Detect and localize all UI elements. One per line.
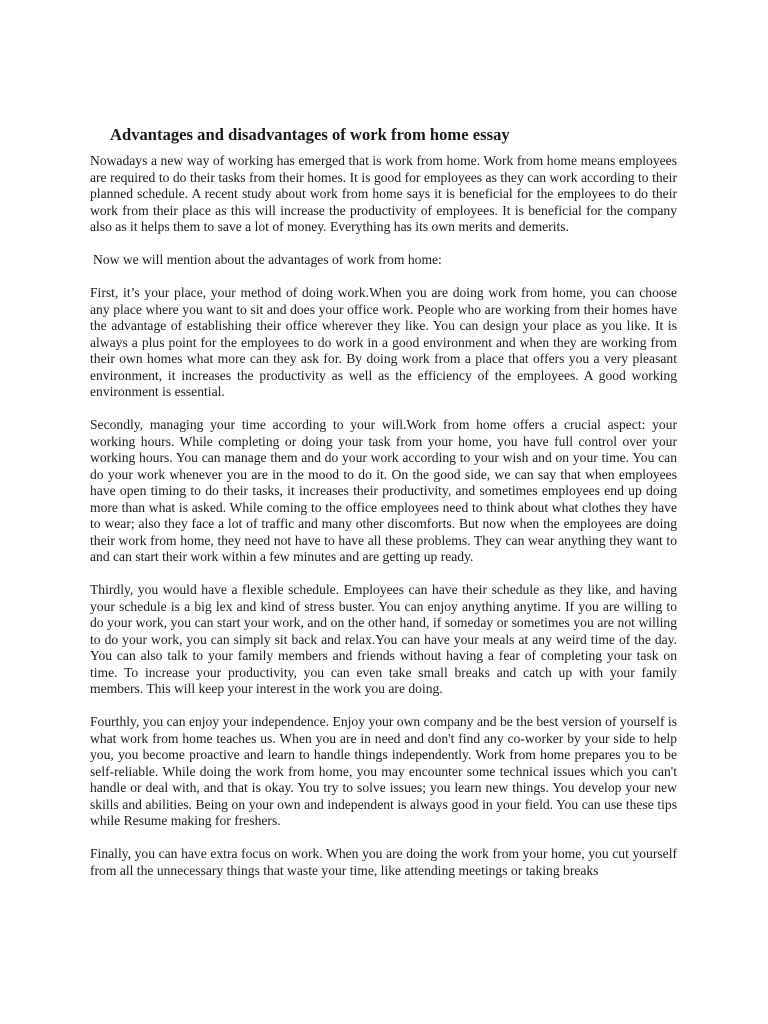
paragraph-second: Secondly, managing your time according to your will.Work from home offers a crucial aspect: your working hours. While completing or doing your task from your home, you have full control over your working hours. You can manage them and do your work according to your wish and on your time. You can do your work whenever you are in the mood to do it. On the good side, we can say that when employees have open timing to do their tasks, it increases their productivity, and sometimes employees end up doing more than what is asked. While coming to the office employees need to think about what clothes they have to wear; also they face a lot of traffic and many other discomforts. But now when the employees are doing their work from home, they need not have to have all these problems. They can wear anything they want to and can start their work within a few minutes and are getting up ready. (90, 417, 677, 564)
paragraph-third: Thirdly, you would have a flexible schedule. Employees can have their schedule as they like, and having your schedule is a big lex and kind of stress buster. You can enjoy anything anytime. If you are willing to do your work, you can start your work, and on the other hand, if someday or sometimes you are not willing to do your work, you can simply sit back and relax.You can have your meals at any weird time of the day. You can also talk to your family members and friends without having a fear of completing your task on time. To increase your productivity, you can even take small breaks and catch up with your family members. This will keep your interest in the work you are doing. (90, 582, 677, 696)
paragraph-advantages-lead: Now we will mention about the advantages of work from home: (93, 252, 442, 267)
document-body (90, 153, 677, 896)
paragraph-finally: Finally, you can have extra focus on work. When you are doing the work from your home, you cut yourself from all the unnecessary things that waste your time, like attending meetings or taking breaks (90, 846, 677, 878)
paragraph-intro: Nowadays a new way of working has emerged that is work from home. Work from home means employees are required to do their tasks from their homes. It is good for employees as they can work according to their planned schedule. A recent study about work from home says it is beneficial for the employees to do their work from their place as this will increase the productivity of employees. It is beneficial for the company also as it helps them to save a lot of money. Everything has its own merits and demerits. (90, 153, 677, 234)
paragraph-first: First, it’s your place, your method of doing work.When you are doing work from home, you can choose any place where you want to sit and does your office work. People who are working from their homes have the advantage of establishing their office wherever they like. You can design your place as you like. It is always a plus point for the employees to do work in a good environment and when they are working from their own homes what more can they ask for. By doing work from a place that offers you a very pleasant environment, it increases the productivity as well as the efficiency of the employees. A good working environment is essential. (90, 285, 677, 399)
paragraph-fourth: Fourthly, you can enjoy your independence. Enjoy your own company and be the best version of yourself is what work from home teaches us. When you are in need and don't find any co-worker by your side to help you, you become proactive and learn to handle things independently. Work from home prepares you to be self-reliable. While doing the work from home, you may encounter some technical issues which you can't handle or deal with, and that is okay. You try to solve issues; you learn new things. You develop your new skills and abilities. Being on your own and independent is always good in your field. You can use these tips while Resume making for freshers. (90, 714, 677, 828)
document-title: Advantages and disadvantages of work from home essay (110, 125, 510, 144)
